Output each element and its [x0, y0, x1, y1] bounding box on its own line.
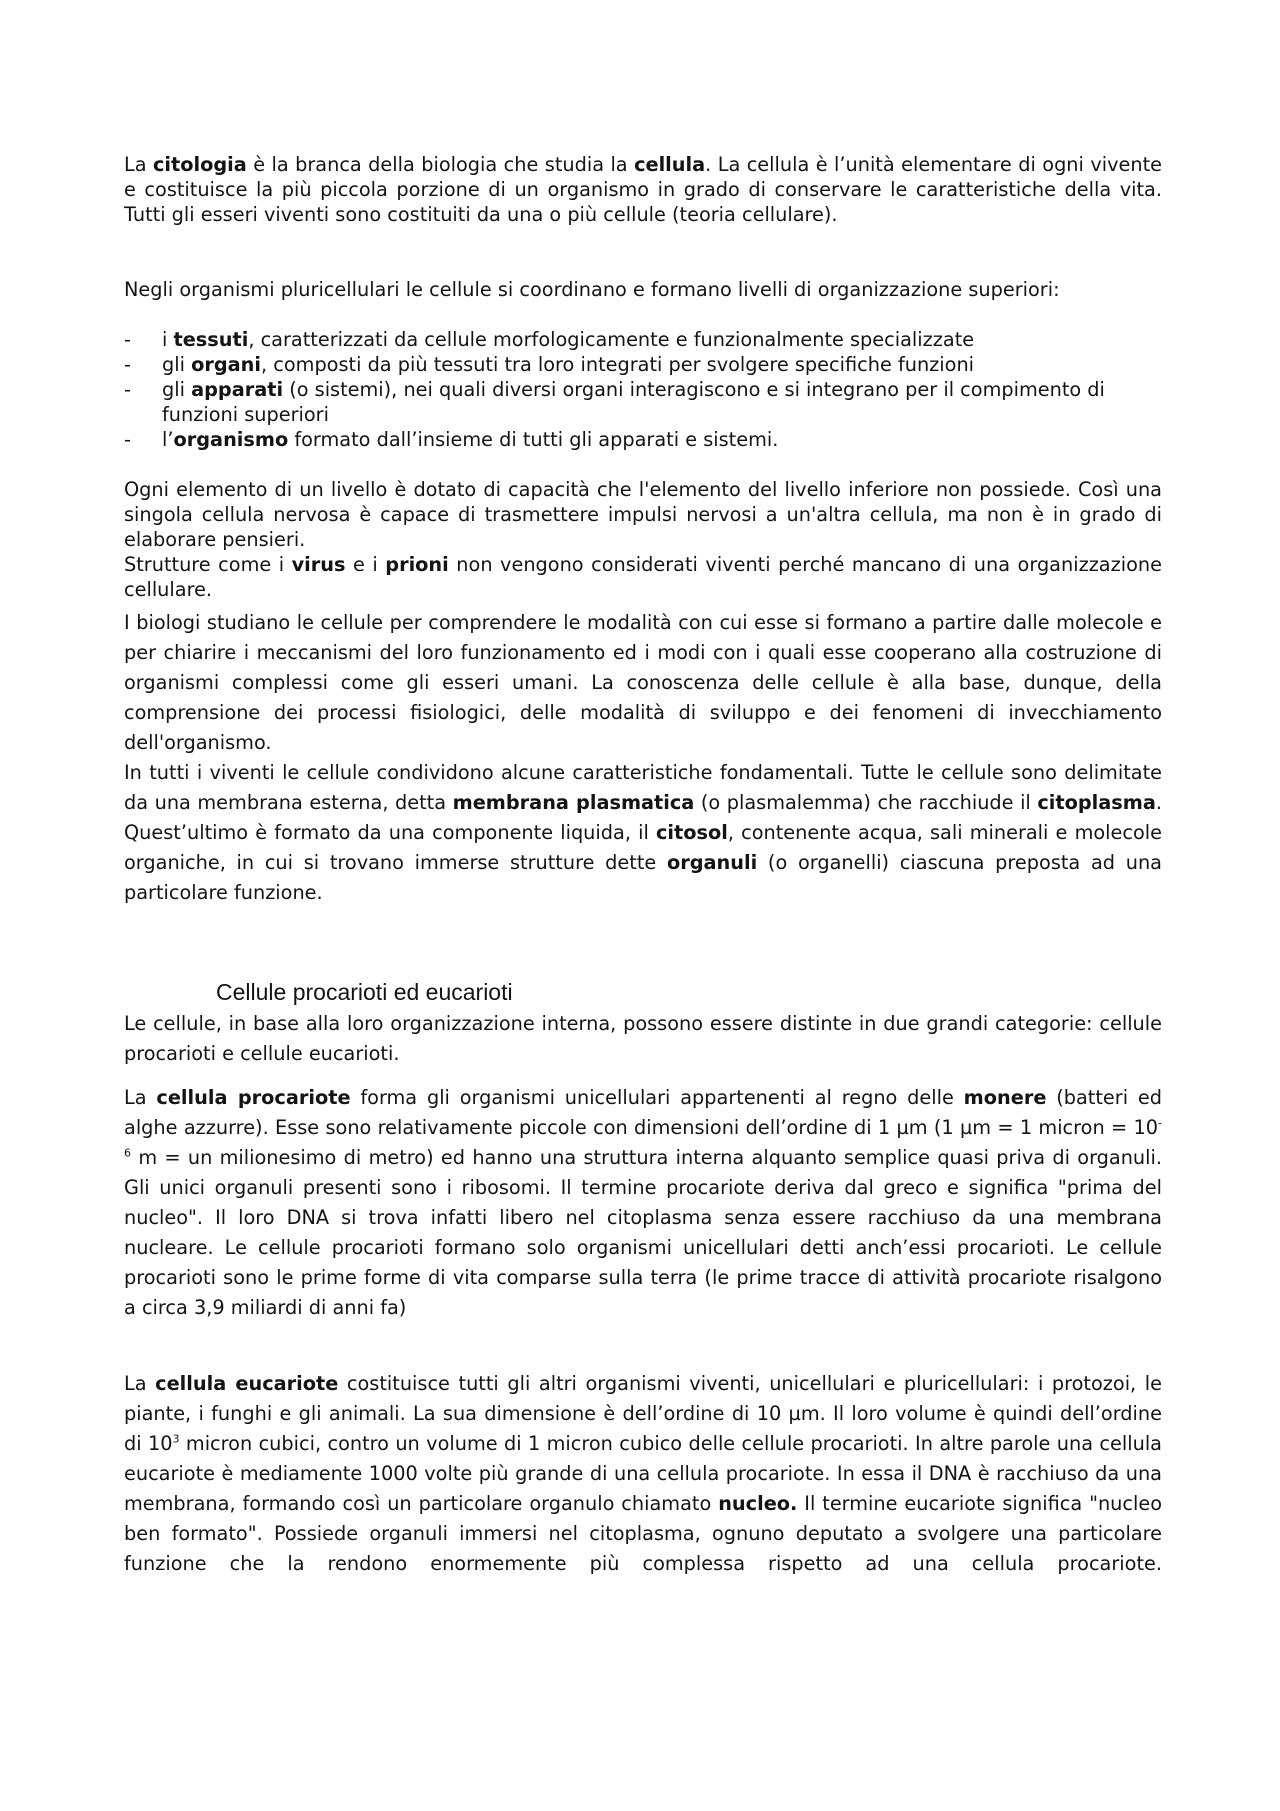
- intro-paragraph: La citologia è la branca della biologia che studia la cellula. La cellula è l’unità elementare di ogni vivente e costituisce la più piccola porzione di un organismo in grado di conservare le caratteristiche della vita. Tutti gli esseri viventi sono costituiti da una o più cellule (teoria cellulare).: [124, 153, 1163, 226]
- membrane-text: In tutti i viventi le cellule condividono alcune caratteristiche fondamentali. Tutte le cellule sono delimitate da una membrana esterna, detta membrana plasmatica (o plasmalemma) che racchiude il citoplasma. Quest’ultimo è formato da una componente liquida, il citosol, contenente acqua, sali minerali e molecole organiche, in cui si trovano immerse strutture dette organuli (o organelli) ciascuna preposta ad una particolare funzione.: [124, 761, 1162, 904]
- term-cellula: cellula: [634, 153, 706, 176]
- list-item: - i tessuti, caratterizzati da cellule morfologicamente e funzionalmente specializzate: [124, 328, 975, 351]
- section-intro: Le cellule, in base alla loro organizzazione interna, possono essere distinte in due grandi categorie: cellule procarioti e cellule eucarioti.: [124, 1012, 1162, 1065]
- term-citologia: citologia: [153, 153, 247, 176]
- levels-list: [124, 327, 1162, 452]
- capacity-text: Ogni elemento di un livello è dotato di capacità che l'elemento del livello inferiore non possiede. Così una singola cellula nervosa è capace di trasmettere impulsi nervosi a un'altra cellula, ma non è in grado di elaborare pensieri.: [124, 478, 1162, 551]
- list-item: - l’organismo formato dall’insieme di tutti gli apparati e sistemi.: [124, 428, 779, 451]
- biologists-paragraph: [124, 608, 1162, 908]
- biologists-text: I biologi studiano le cellule per comprendere le modalità con cui esse si formano a partire dalle molecole e per chiarire i meccanismi del loro funzionamento ed i modi con i quali esse cooperano alla costruzione di organismi complessi come gli esseri umani. La conoscenza delle cellule è alla base, dunque, della comprensione dei processi fisiologici, delle modalità di sviluppo e dei fenomeni di invecchiamento dell'organismo.: [124, 611, 1162, 754]
- prokaryote-paragraph: La cellula procariote forma gli organismi unicellulari appartenenti al regno delle monere (batteri ed alghe azzurre). Esse sono relativamente piccole con dimensioni dell’ordine di 1 µm (1 µm = 1 micron = $10^{-6}$ m = un milionesimo di metro) ed hanno una struttura interna alquanto semplice quasi priva di organuli. Gli unici organuli presenti sono i ribosomi. Il termine procariote deriva dal greco e significa "prima del nucleo". Il loro DNA si trova infatti libero nel citoplasma senza essere racchiuso da una membrana nucleare. Le cellule procarioti formano solo organismi unicellulari detti anch’essi procarioti. Le cellule procarioti sono le prime forme di vita comparse sulla terra (le prime tracce di attività procariote risalgono a circa 3,9 miliardi di anni fa): [124, 1086, 1162, 1319]
- levels-lead: Negli organismi pluricellulari le cellule si coordinano e formano livelli di organizzazione superiori:: [124, 278, 1060, 301]
- virus-prion-text: Strutture come i virus e i prioni non vengono considerati viventi perché mancano di una organizzazione cellulare.: [124, 553, 1162, 601]
- list-item: - gli organi, composti da più tessuti tra loro integrati per svolgere specifiche funzioni: [124, 353, 975, 376]
- section-heading: Cellule procarioti ed eucarioti: [216, 979, 513, 1005]
- capacity-paragraph: [124, 477, 1162, 602]
- list-item: - gli apparati (o sistemi), nei quali diversi organi interagiscono e si integrano per il compimento di funzioni superiori: [124, 378, 1105, 426]
- eukaryote-paragraph: La cellula eucariote costituisce tutti gli altri organismi viventi, unicellulari e pluricellulari: i protozoi, le piante, i funghi e gli animali. La sua dimensione è dell’ordine di 10 µm. Il loro volume è quindi dell’ordine di $10^3$ micron cubici, contro un volume di 1 micron cubico delle cellule procarioti. In altre parole una cellula eucariote è mediamente 1000 volte più grande di una cellula procariote. In essa il DNA è racchiuso da una membrana, formando così un particolare organulo chiamato nucleo. Il termine eucariote significa "nucleo ben formato". Possiede organuli immersi nel citoplasma, ognuno deputato a svolgere una particolare funzione che la rendono enormemente più complessa rispetto ad una cellula procariote.: [124, 1372, 1162, 1575]
